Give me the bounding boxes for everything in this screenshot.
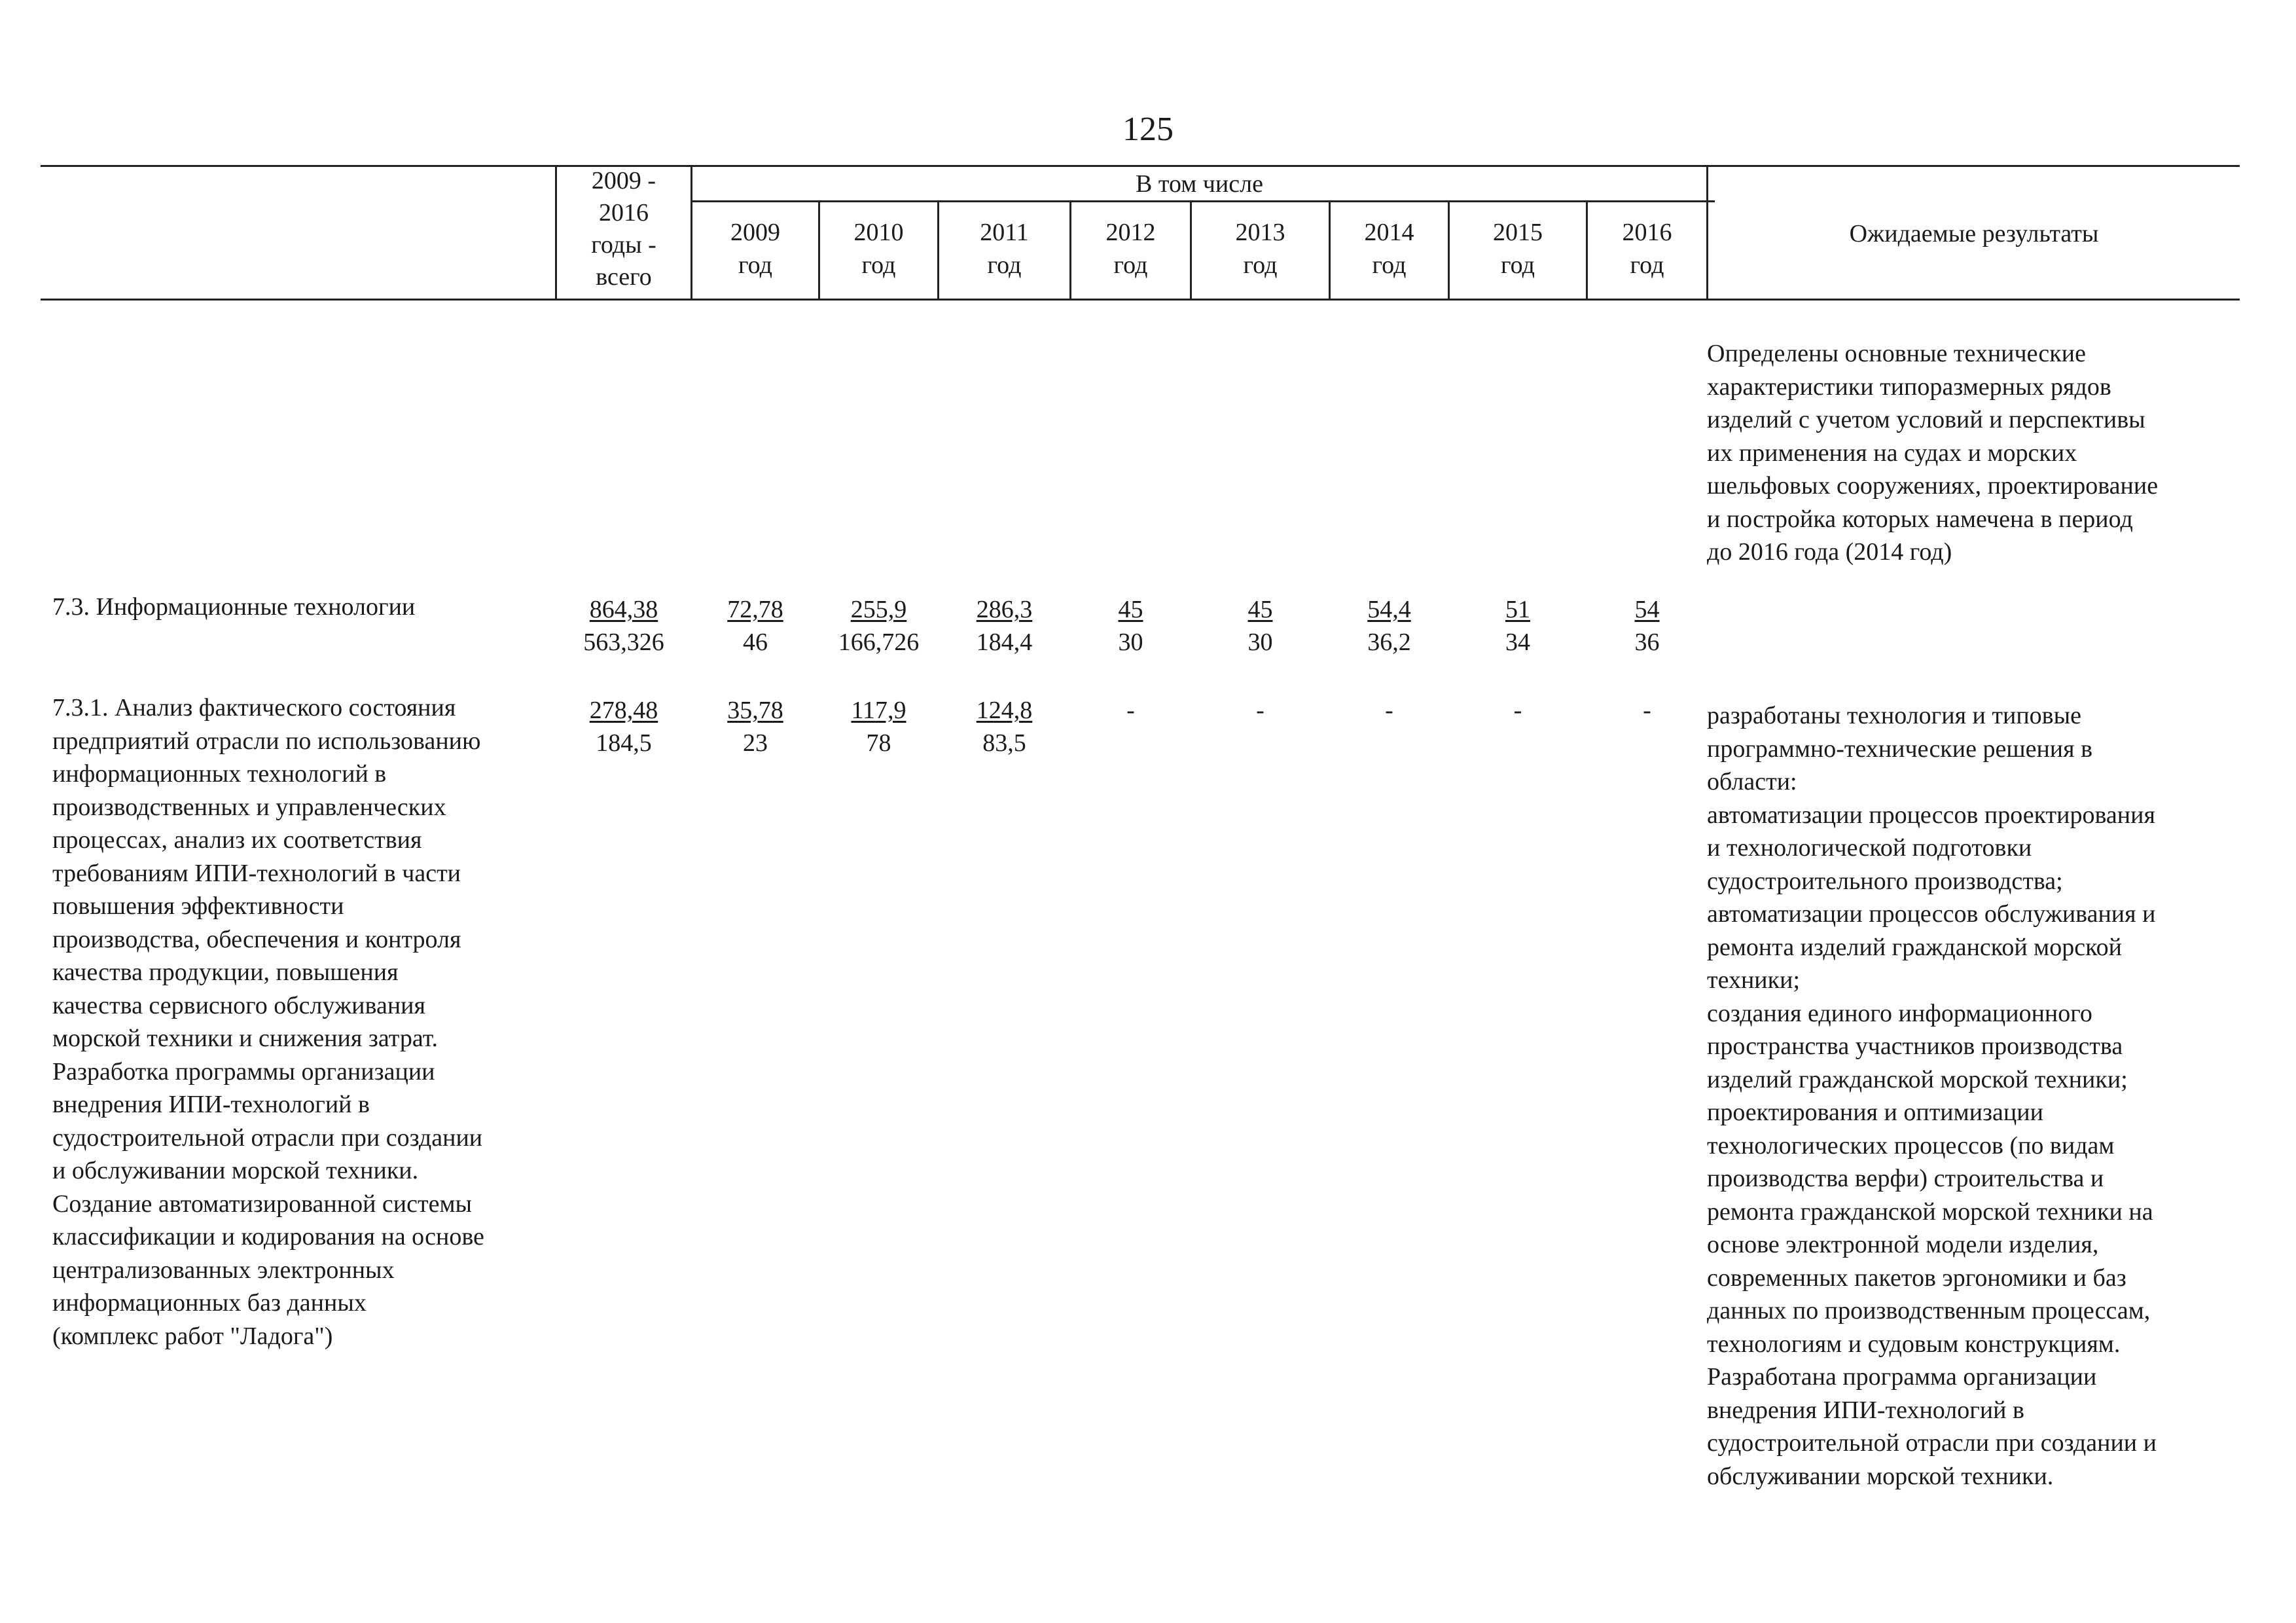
result-line: разработаны технология и типовые (1707, 702, 2082, 729)
year-cell (692, 593, 818, 659)
result-line: обслуживании морской техники. (1707, 1462, 2054, 1490)
result-line: автоматизации процессов обслуживания и (1707, 900, 2156, 928)
result-line: данных по производственным процессам, (1707, 1297, 2151, 1324)
row-title-line: производственных и управленческих (52, 793, 446, 821)
result-line: судостроительной отрасли при создании и (1707, 1429, 2157, 1457)
row-title-line: классификации и кодирования на основе (52, 1223, 484, 1250)
result-line: судостроительного производства; (1707, 867, 2063, 895)
year-value-bottom: 36,2 (1367, 629, 1411, 656)
year-value-top: 54,4 (1367, 596, 1411, 623)
total-value-top: 864,38 (589, 596, 658, 623)
year-cell (1071, 593, 1190, 659)
year-cell (1331, 694, 1448, 727)
result-line: до 2016 года (2014 год) (1707, 538, 1952, 566)
year-value-top: 45 (1247, 596, 1273, 623)
header-year-2014 (1331, 216, 1448, 282)
header-year: 2016 (1622, 219, 1672, 246)
total-cell (557, 694, 691, 759)
result-line: Определены основные технические (1707, 340, 2086, 367)
year-value-top: - (1256, 697, 1265, 724)
year-cell (820, 593, 937, 659)
header-year-2009 (692, 216, 818, 282)
row-title-line: 7.3.1. Анализ фактического состояния (52, 694, 456, 721)
result-line: и постройка которых намечена в период (1707, 505, 2133, 533)
year-cell (1192, 694, 1329, 727)
header-year-unit: год (1243, 251, 1278, 279)
year-value-top: 117,9 (851, 697, 906, 724)
result-line: технологиям и судовым конструкциям. (1707, 1330, 2121, 1358)
header-year: 2010 (853, 219, 904, 246)
page-number: 125 (1122, 111, 1174, 148)
year-value-bottom: 184,4 (976, 629, 1033, 656)
row-title-line: Разработка программы организации (52, 1057, 435, 1085)
year-value-top: 51 (1505, 596, 1530, 623)
year-cell (692, 694, 818, 759)
row-title-line: Создание автоматизированной системы (52, 1190, 473, 1218)
year-value-bottom: 34 (1505, 629, 1530, 656)
result-line: изделий с учетом условий и перспективы (1707, 406, 2145, 433)
row-title-line: производства, обеспечения и контроля (52, 925, 461, 953)
header-year-unit: год (1113, 251, 1148, 279)
header-year: 2012 (1105, 219, 1156, 246)
year-cell (1192, 593, 1329, 659)
year-cell (939, 694, 1069, 759)
header-total-line: 2016 (599, 199, 649, 227)
year-value-top: 45 (1118, 596, 1143, 623)
header-bottom-rule (41, 299, 2240, 301)
header-year-unit: год (1630, 251, 1664, 279)
result-line: ремонта изделий гражданской морской (1707, 933, 2122, 961)
row-title (52, 691, 569, 1353)
result-line: производства верфи) строительства и (1707, 1165, 2104, 1192)
result-line: изделий гражданской морской техники; (1707, 1065, 2128, 1093)
result-line: характеристики типоразмерных рядов (1707, 373, 2111, 401)
header-year-2012 (1071, 216, 1190, 282)
year-value-bottom: 23 (743, 729, 768, 757)
result-line: современных пакетов эргономики и баз (1707, 1264, 2126, 1292)
year-value-bottom: 166,726 (838, 629, 920, 656)
year-value-top: - (1513, 697, 1522, 724)
header-including: В том числе (1136, 170, 1263, 198)
row-title-line: 7.3. Информационные технологии (52, 593, 416, 621)
header-top-rule (41, 165, 2240, 167)
header-year-2011 (939, 216, 1069, 282)
header-year: 2015 (1493, 219, 1543, 246)
header-year: 2014 (1364, 219, 1414, 246)
row-title-line: качества сервисного обслуживания (52, 991, 425, 1019)
result-line: пространства участников производства (1707, 1032, 2123, 1060)
header-year: 2009 (730, 219, 780, 246)
total-value-bottom: 184,5 (596, 729, 652, 757)
result-line: их применения на судах и морских (1707, 439, 2077, 467)
total-value-top: 278,48 (589, 697, 658, 724)
year-cell (820, 694, 937, 759)
including-rule (691, 200, 1715, 202)
year-cell (1331, 593, 1448, 659)
total-cell (557, 593, 691, 659)
year-value-bottom: 83,5 (982, 729, 1026, 757)
total-value-bottom: 563,326 (583, 629, 664, 656)
row-title-line: судостроительной отрасли при создании (52, 1123, 483, 1152)
header-year: 2013 (1235, 219, 1285, 246)
row-title-line: информационных технологий в (52, 760, 387, 788)
year-cell (1071, 694, 1190, 727)
row-title-line: повышения эффективности (52, 892, 344, 920)
row-title-line: и обслуживании морской техники. (52, 1157, 419, 1184)
year-value-top: - (1385, 697, 1393, 724)
header-year-2013 (1192, 216, 1329, 282)
year-value-top: 124,8 (976, 697, 1033, 724)
row-title (52, 591, 550, 624)
header-year-unit: год (861, 251, 896, 279)
row-title-line: морской техники и снижения затрат. (52, 1025, 438, 1052)
year-value-top: 255,9 (850, 596, 907, 623)
continuation-result (1707, 337, 2217, 569)
header-total-column (557, 165, 691, 293)
header-total-line: 2009 - (591, 167, 656, 194)
result-line: внедрения ИПИ-технологий в (1707, 1396, 2024, 1424)
result-line: Разработана программа организации (1707, 1363, 2097, 1391)
result-line: программно-технические решения в (1707, 735, 2093, 763)
year-value-bottom: 36 (1634, 629, 1660, 656)
header-year-unit: год (738, 251, 772, 279)
year-cell (1450, 593, 1586, 659)
result-line: автоматизации процессов проектирования (1707, 801, 2155, 829)
year-value-top: - (1643, 697, 1651, 724)
row-title-line: предприятий отрасли по использованию (52, 727, 481, 755)
year-value-bottom: 78 (866, 729, 891, 757)
year-value-top: - (1126, 697, 1135, 724)
header-total-line: годы - (591, 231, 656, 259)
row-title-line: информационных баз данных (52, 1289, 367, 1317)
year-cell (1588, 694, 1706, 727)
result-line: и технологической подготовки (1707, 834, 2032, 862)
result-line: основе электронной модели изделия, (1707, 1231, 2099, 1258)
result-line: шельфовых сооружениях, проектирование (1707, 472, 2159, 500)
year-value-bottom: 46 (743, 629, 768, 656)
row-title-line: централизованных электронных (52, 1256, 395, 1284)
result-line: технологических процессов (по видам (1707, 1131, 2115, 1159)
header-year-unit: год (1501, 251, 1535, 279)
result-line: техники; (1707, 966, 1800, 994)
year-cell (1450, 694, 1586, 727)
header-results: Ожидаемые результаты (1849, 220, 2099, 247)
row-title-line: требованиям ИПИ-технологий в части (52, 859, 461, 887)
result-line: области: (1707, 768, 1797, 795)
header-year-unit: год (1372, 251, 1407, 279)
year-value-bottom: 30 (1247, 629, 1273, 656)
year-value-top: 35,78 (727, 697, 783, 724)
year-value-bottom: 30 (1118, 629, 1143, 656)
year-cell (939, 593, 1069, 659)
row-title-line: качества продукции, повышения (52, 958, 399, 986)
expected-result (1707, 699, 2217, 1493)
result-line: проектирования и оптимизации (1707, 1099, 2043, 1126)
row-title-line: процессах, анализ их соответствия (52, 826, 422, 854)
year-cell (1588, 593, 1706, 659)
row-title-line: (комплекс работ "Ладога") (52, 1322, 333, 1350)
header-year-unit: год (987, 251, 1022, 279)
year-value-top: 54 (1634, 596, 1660, 623)
header-year-2010 (820, 216, 937, 282)
result-line: создания единого информационного (1707, 999, 2092, 1027)
row-title-line: внедрения ИПИ-технологий в (52, 1091, 370, 1118)
year-value-top: 286,3 (976, 596, 1033, 623)
result-line: ремонта гражданской морской техники на (1707, 1197, 2153, 1226)
header-total-line: всего (596, 263, 652, 291)
year-value-top: 72,78 (727, 596, 783, 623)
header-year-2016 (1588, 216, 1706, 282)
header-year: 2011 (980, 219, 1029, 246)
header-year-2015 (1450, 216, 1586, 282)
